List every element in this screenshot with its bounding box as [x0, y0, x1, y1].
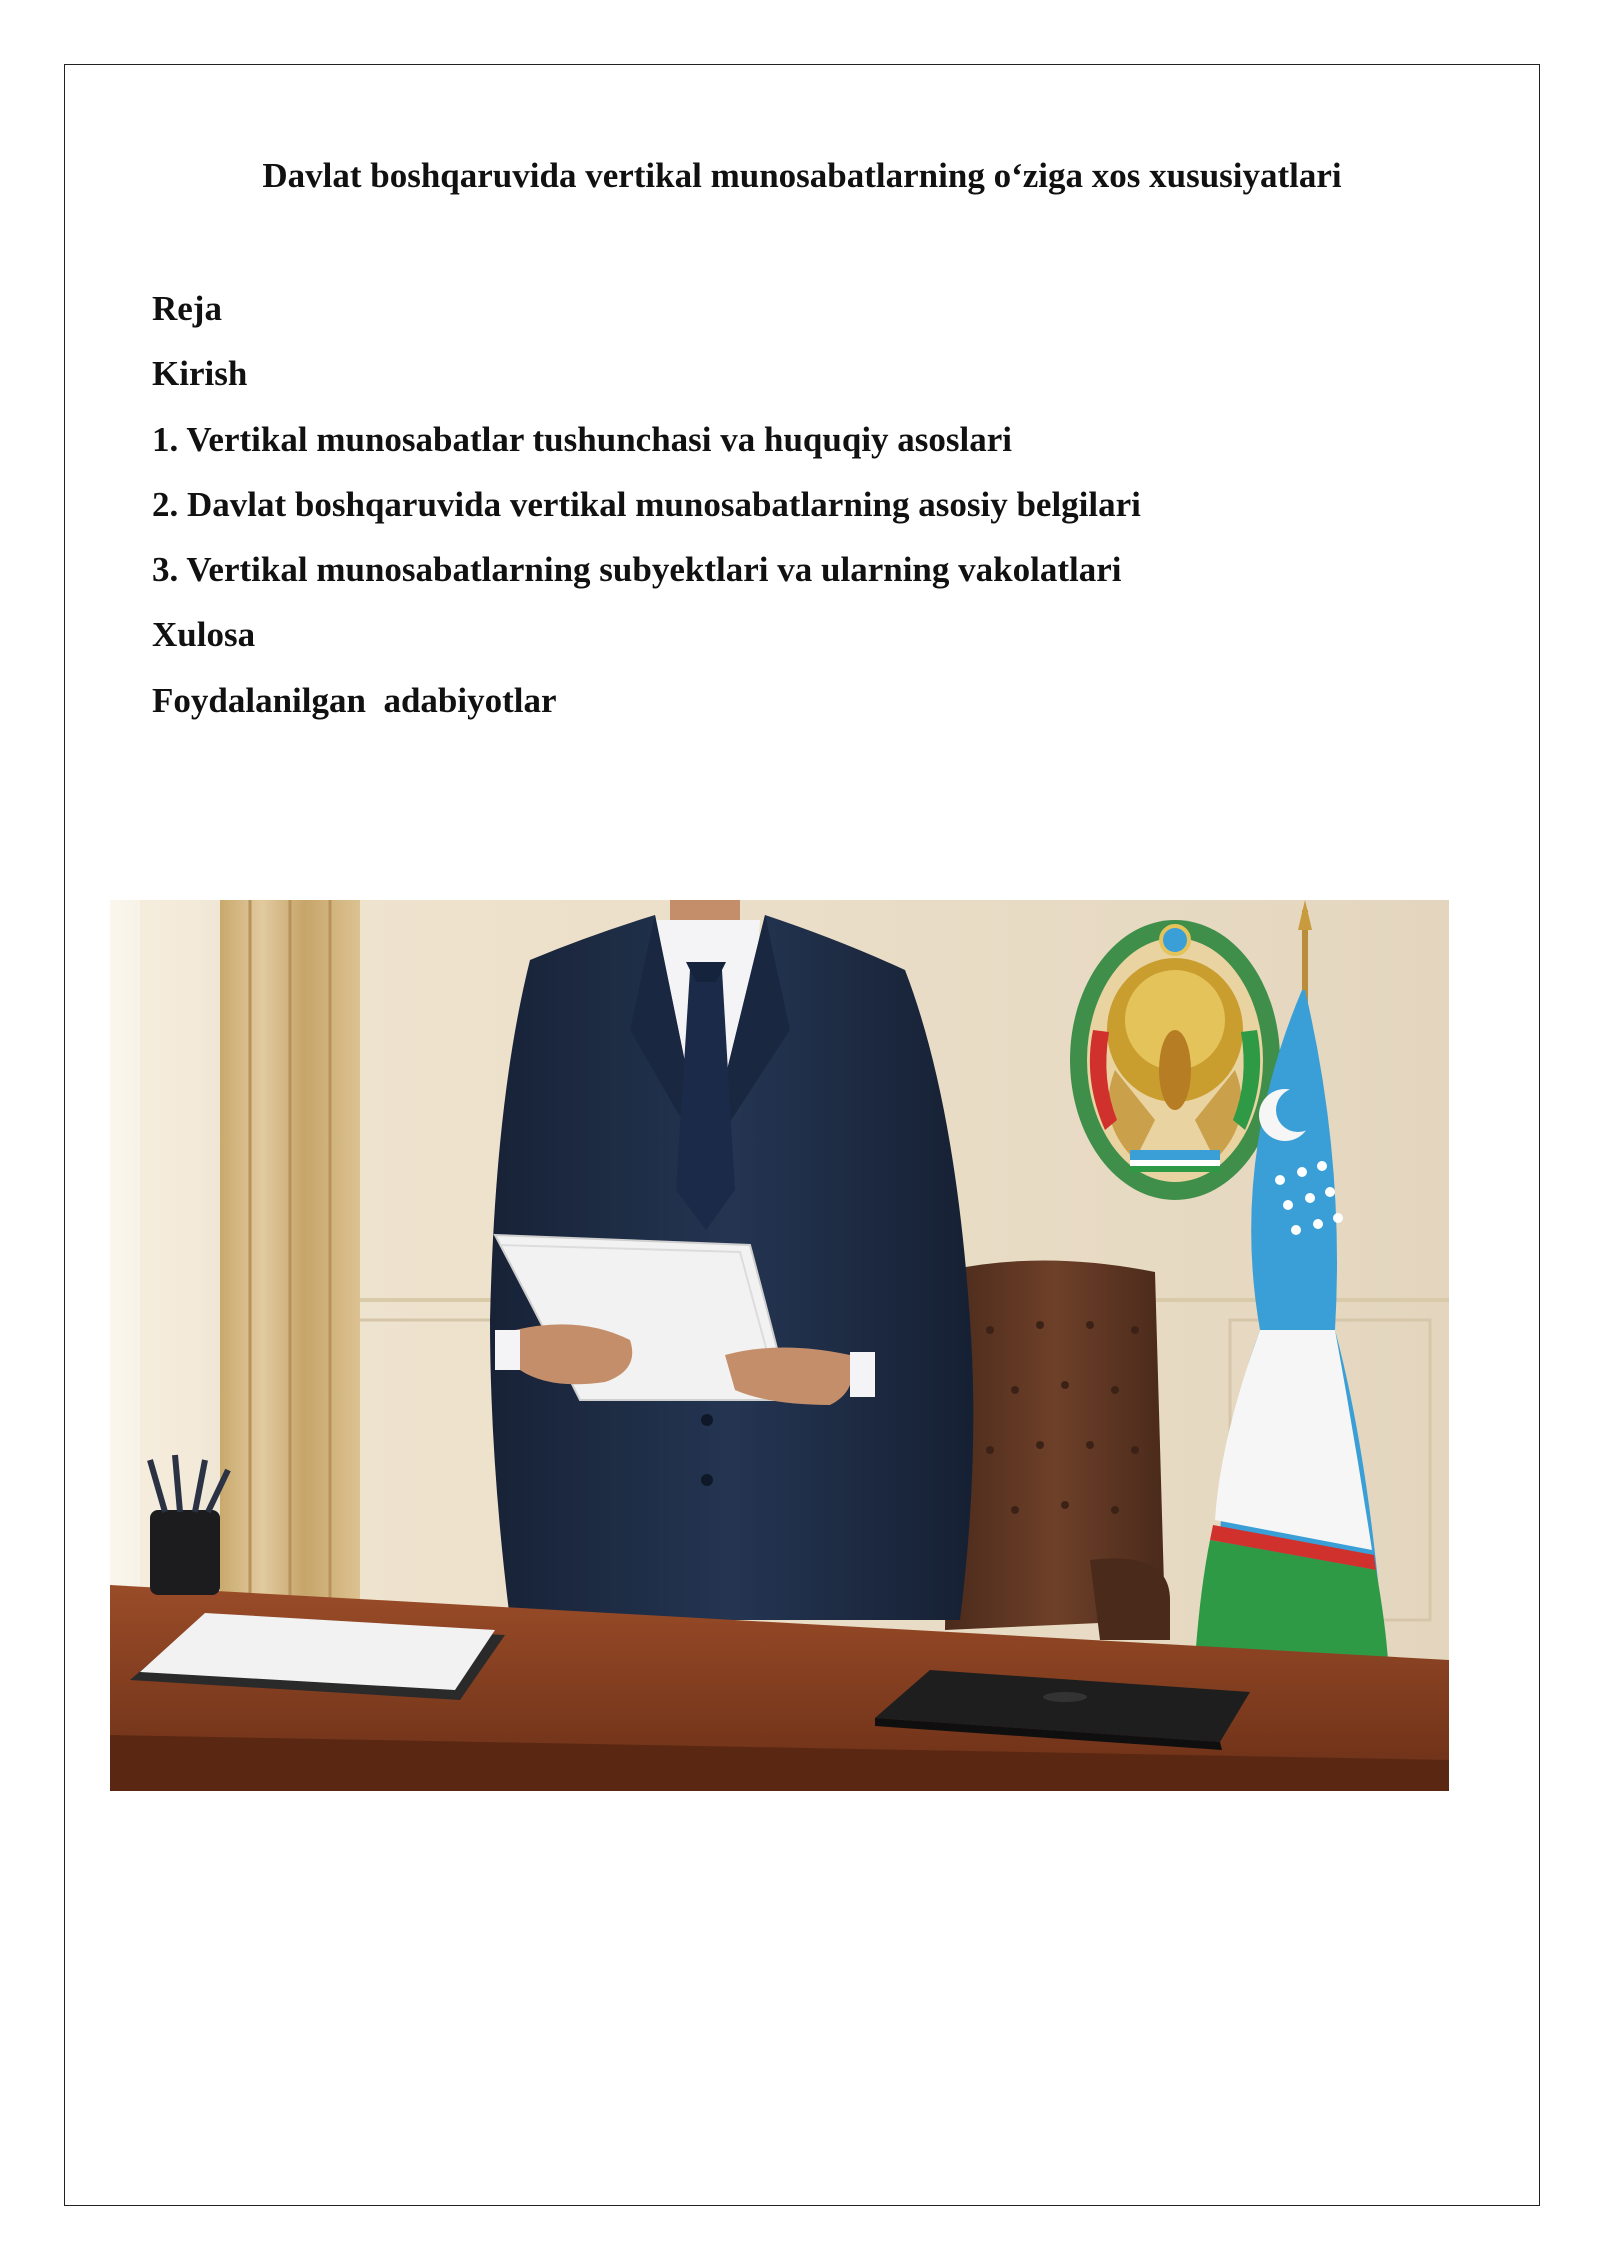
- toc-item-section-1: 1. Vertikal munosabatlar tushunchasi va huquqiy asoslari: [152, 419, 1013, 459]
- illustration-photo: [110, 900, 1449, 1791]
- toc-item-references: Foydalanilgan adabiyotlar: [152, 680, 557, 720]
- toc-item-section-3: 3. Vertikal munosabatlarning subyektlari va ularning vakolatlari: [152, 550, 1122, 590]
- toc-item-conclusion: Xulosa: [152, 615, 256, 655]
- official-figure: [490, 900, 973, 1620]
- curtain: [140, 900, 360, 1600]
- toc-item-introduction: Kirish: [152, 354, 248, 394]
- document-title: Davlat boshqaruvida vertikal munosabatlarning o‘ziga xos xususiyatlari: [262, 156, 1342, 195]
- table-of-contents: [152, 276, 1141, 733]
- chair-icon: [945, 1260, 1170, 1640]
- toc-heading: Reja: [152, 289, 222, 328]
- state-emblem-icon: [1070, 920, 1280, 1200]
- toc-item-section-2: 2. Davlat boshqaruvida vertikal munosabatlarning asosiy belgilari: [152, 484, 1141, 524]
